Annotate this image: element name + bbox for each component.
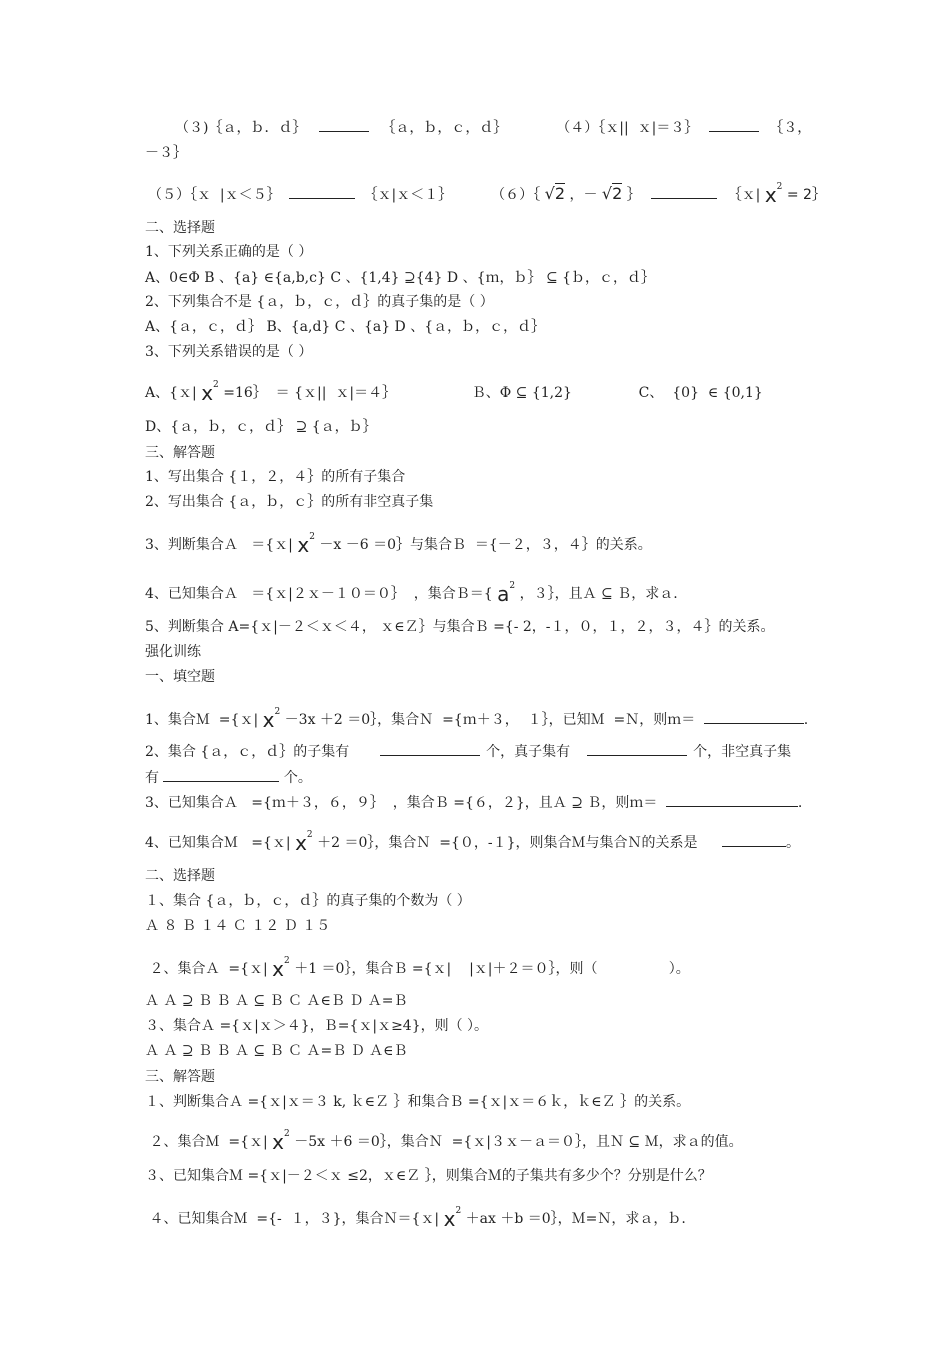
question: 2、下列集合不是 {ａ，ｂ，ｃ，ｄ｝的真子集的是（ ） bbox=[145, 294, 494, 310]
question bbox=[145, 956, 690, 981]
question-options: A、0∈Φ B 、{a} ∈{a,b,c} C 、{1,4} ⊇{4} D 、{ｍ，ｂ｝ ⊆ {ｂ，ｃ，ｄ｝ bbox=[145, 270, 656, 286]
exponent: 2 bbox=[776, 182, 783, 192]
fill-item-5-rhs: ｛ｘ|ｘ＜１｝ bbox=[363, 187, 453, 203]
question-text: ２、集合Ａ ={ｘ| bbox=[145, 961, 268, 977]
fill-item-3-rhs: ｛ａ，ｂ，ｃ，ｄ｝ bbox=[381, 120, 508, 136]
answer-blank[interactable] bbox=[380, 741, 480, 756]
exponent: 2 bbox=[284, 956, 290, 966]
question-text: 个，非空真子集 bbox=[693, 744, 792, 760]
sqrt-symbol: √ bbox=[544, 184, 555, 203]
question bbox=[145, 830, 800, 855]
question-text: 。 bbox=[786, 835, 801, 851]
question: 1、写出集合 {１，２，４｝的所有子集合 bbox=[145, 469, 406, 485]
question-text: 1、集合Ｍ ={ｘ| bbox=[145, 712, 259, 728]
question-options: Ａ Ａ ⊇ Ｂ Ｂ Ａ ⊆ Ｂ Ｃ Ａ∈Ｂ Ｄ Ａ=Ｂ bbox=[145, 993, 408, 1009]
question-options: D、{ａ，ｂ，ｃ，ｄ｝ ⊇ {ａ，ｂ｝ bbox=[145, 419, 377, 435]
sqrt-operand: 2 bbox=[612, 184, 623, 203]
question bbox=[145, 581, 678, 606]
fill-item-3-lhs: （３)｛ａ，ｂ．ｄ｝ bbox=[175, 120, 307, 136]
fill-item-6-tail: = 2｝ bbox=[786, 187, 826, 203]
question: 5、判断集合 A={ｘ|－２＜ｘ＜４， ｘ∈Ｚ｝与集合Ｂ ={- 2，-１，０，１，２，３，４｝的关系。 bbox=[145, 619, 775, 635]
question-text: 个。 bbox=[283, 770, 312, 786]
answer-blank[interactable] bbox=[319, 117, 369, 132]
question: １、集合 {ａ，ｂ，ｃ，ｄ｝的真子集的个数为（ ） bbox=[145, 893, 471, 909]
answer-blank[interactable] bbox=[651, 184, 717, 199]
question bbox=[145, 1129, 743, 1154]
sqrt-symbol: √ bbox=[601, 184, 613, 203]
question-text: 有 bbox=[145, 770, 159, 786]
question-options bbox=[145, 380, 763, 405]
question-cont bbox=[145, 767, 312, 788]
exponent: 2 bbox=[274, 707, 281, 717]
section-heading: 三、解答题 bbox=[145, 1069, 215, 1085]
question-options: Ａ ８ Ｂ １４ Ｃ １２ Ｄ １５ bbox=[145, 918, 331, 934]
section-heading: 二、选择题 bbox=[145, 220, 215, 236]
question-text: ，３｝，且Ａ ⊆ Ｂ，求ａ. bbox=[519, 586, 678, 602]
fill-item-3-4 bbox=[175, 117, 811, 138]
answer-blank[interactable] bbox=[587, 741, 687, 756]
question bbox=[145, 532, 652, 557]
question: 3、下列关系错误的是（ ） bbox=[145, 344, 313, 360]
exponent: 2 bbox=[213, 380, 219, 390]
math-variable: x bbox=[262, 708, 275, 732]
fill-item-6-rhs: ｛ｘ| bbox=[727, 187, 761, 203]
question-text: 个，真子集有 bbox=[486, 744, 571, 760]
question-text: 4、已知集合Ａ ＝{ｘ|２ｘ－１０＝０｝ ，集合Ｂ＝{ bbox=[145, 586, 493, 602]
section-title: 强化训练 bbox=[145, 644, 201, 660]
fill-item-4-lhs: （４）｛ｘ|| ｘ|＝３｝ bbox=[556, 120, 699, 136]
fill-item-4-rhs: ｛３， bbox=[769, 120, 812, 136]
section-heading: 二、选择题 bbox=[145, 868, 215, 884]
math-variable: x bbox=[443, 1207, 456, 1231]
question-text: 3、判断集合Ａ ＝{ｘ| bbox=[145, 537, 293, 553]
answer-blank[interactable] bbox=[666, 792, 798, 807]
question-text: . bbox=[797, 795, 803, 811]
answer-blank[interactable] bbox=[722, 832, 786, 847]
fill-item-6-lhs: （６）｛ bbox=[491, 187, 541, 203]
math-variable: x bbox=[272, 1130, 285, 1154]
question-text: －x －6 ＝0｝与集合Ｂ ＝{－２，３，４｝的关系。 bbox=[319, 537, 652, 553]
option-a-lhs: A、{ｘ| bbox=[145, 385, 197, 401]
question-text: －3x ＋2 ＝0｝，集合Ｎ ={ｍ＋３， １｝，已知Ｍ =Ｎ，则ｍ＝ bbox=[284, 712, 696, 728]
math-variable: x bbox=[764, 183, 777, 207]
answer-blank[interactable] bbox=[709, 117, 759, 132]
question-options: A、{ａ，ｃ，ｄ｝ B、{a,d} C 、{a} D 、{ａ，ｂ，ｃ，ｄ｝ bbox=[145, 319, 546, 335]
question: ３、已知集合Ｍ ={ｘ|－２＜ｘ ≤2，ｘ∈Ｚ ｝，则集合Ｍ的子集共有多少个？分别是什么？ bbox=[145, 1168, 712, 1184]
math-variable: x bbox=[297, 533, 310, 557]
question-text: ４、已知集合Ｍ ={- １，３}，集合Ｎ＝{ｘ| bbox=[145, 1211, 440, 1227]
sqrt-operand: 2 bbox=[554, 184, 565, 203]
question: 2、写出集合 {ａ，ｂ，ｃ｝的所有非空真子集 bbox=[145, 494, 434, 510]
question-text: ＋1 ＝0｝，集合Ｂ ={ｘ| |ｘ|＋２＝０｝，则（ ）。 bbox=[294, 961, 690, 977]
answer-blank[interactable] bbox=[704, 709, 804, 724]
fill-item-6-sep: ，－ bbox=[569, 187, 598, 203]
answer-blank[interactable] bbox=[289, 184, 355, 199]
exponent: 2 bbox=[455, 1206, 462, 1216]
question bbox=[145, 1206, 686, 1231]
exponent: 2 bbox=[509, 581, 516, 591]
question: １、判断集合Ａ ={ｘ|ｘ＝３ k, ｋ∈Ｚ ｝和集合Ｂ ={ｘ|ｘ＝６ｋ，ｋ∈Ｚ ｝的关系。 bbox=[145, 1094, 691, 1110]
question: 1、下列关系正确的是（ ） bbox=[145, 244, 313, 260]
math-variable: x bbox=[272, 957, 285, 981]
math-variable: a bbox=[497, 582, 510, 606]
question-text: 2、集合 {ａ，ｃ，ｄ｝的子集有 bbox=[145, 744, 350, 760]
answer-blank[interactable] bbox=[163, 767, 279, 782]
exponent: 2 bbox=[284, 1129, 290, 1139]
question bbox=[145, 792, 802, 813]
question-text: . bbox=[803, 712, 809, 728]
question bbox=[145, 707, 808, 732]
fill-item-5-6 bbox=[148, 182, 826, 207]
question-text: ＋ax ＋b ＝0｝，Ｍ=Ｎ，求ａ，ｂ. bbox=[465, 1211, 686, 1227]
question-text: ＋2 ＝0｝，集合Ｎ ={０，-１}，则集合Ｍ与集合Ｎ的关系是 bbox=[317, 835, 698, 851]
question-text: －5x ＋6 ＝0｝，集合Ｎ ={ｘ|３ｘ－ａ＝０｝，且Ｎ ⊆ Ｍ，求ａ的值。 bbox=[294, 1134, 743, 1150]
option-a-rest: =16｝ ＝ {ｘ|| ｘ|＝４｝ Ｂ、Φ ⊆ {1,2} C、 {0} ∈ {0,1} bbox=[223, 385, 763, 401]
fill-item-4-cont: －３｝ bbox=[145, 145, 187, 161]
question-text: 4、已知集合Ｍ ={ｘ| bbox=[145, 835, 291, 851]
question-text: 3、已知集合Ａ ={ｍ＋３，６，９｝ ，集合Ｂ ={６，２}，且Ａ ⊇ Ｂ，则ｍ＝ bbox=[145, 795, 658, 811]
question-options: Ａ Ａ ⊇ Ｂ Ｂ Ａ ⊆ Ｂ Ｃ Ａ=Ｂ Ｄ Ａ∈Ｂ bbox=[145, 1043, 408, 1059]
fill-item-6-close: ｝ bbox=[626, 187, 641, 203]
question-text: ２、集合Ｍ ={ｘ| bbox=[145, 1134, 268, 1150]
math-variable: x bbox=[295, 831, 307, 855]
section-heading: 三、解答题 bbox=[145, 445, 215, 461]
fill-item-5-lhs: （５）｛ｘ |ｘ＜５｝ bbox=[148, 187, 281, 203]
exponent: 2 bbox=[306, 830, 313, 840]
question: ３、集合Ａ ={ｘ|ｘ＞４}，Ｂ={ｘ|ｘ≥4}，则（ ）。 bbox=[145, 1018, 489, 1034]
section-heading: 一、填空题 bbox=[145, 669, 215, 685]
exponent: 2 bbox=[309, 532, 315, 542]
question bbox=[145, 741, 791, 762]
math-variable: x bbox=[201, 381, 214, 405]
